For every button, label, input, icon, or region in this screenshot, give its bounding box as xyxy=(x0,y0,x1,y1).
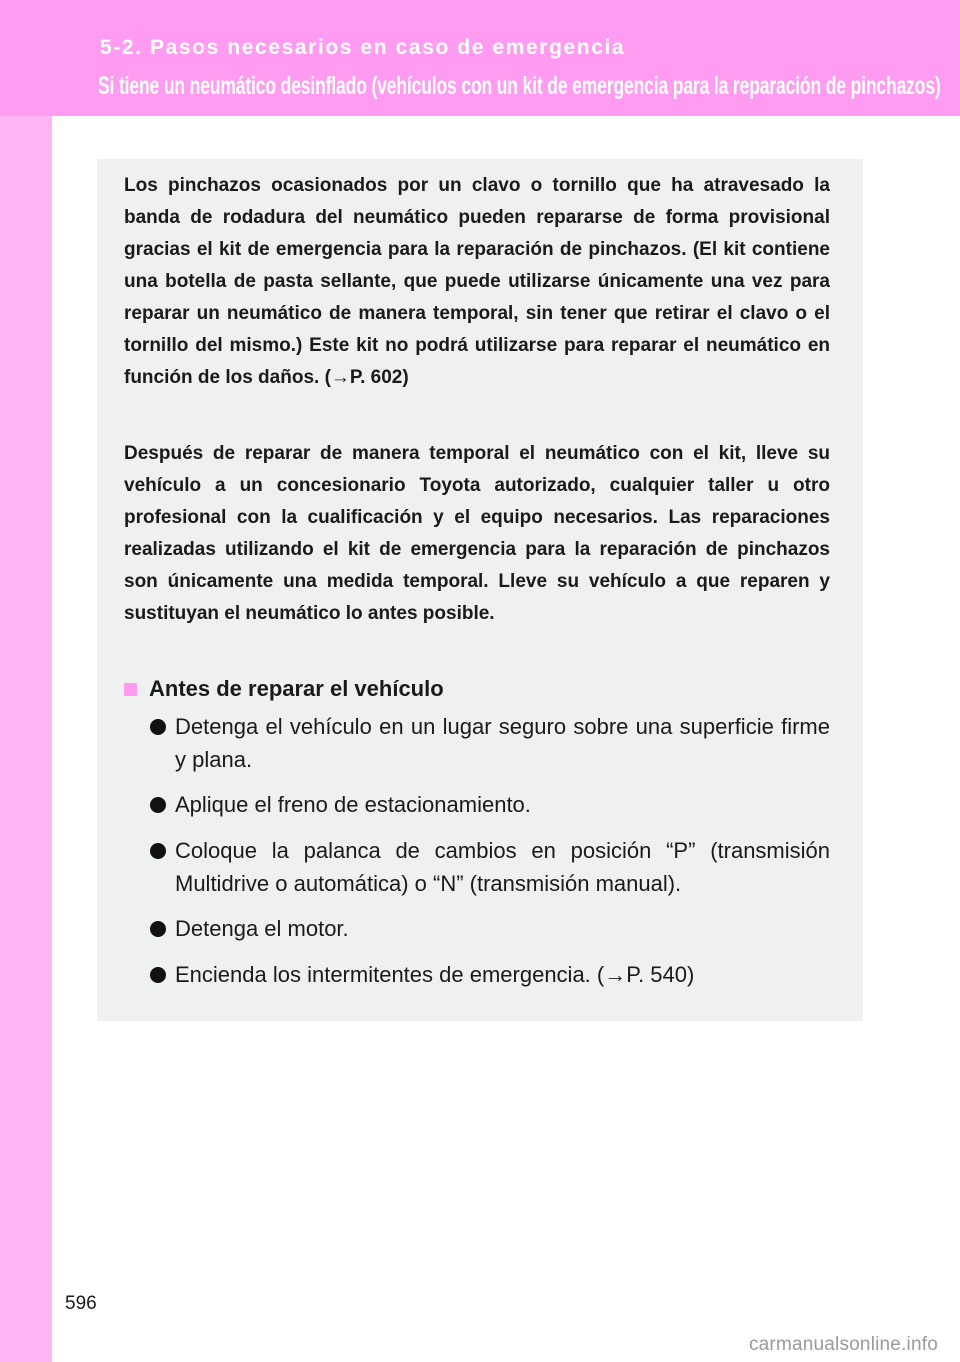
bullet-dot-icon xyxy=(150,967,166,983)
list-item xyxy=(150,834,830,900)
list-item-text: Detenga el vehículo en un lugar seguro sobre una superficie firme y plana. xyxy=(175,714,830,772)
list-item xyxy=(150,710,830,776)
intro-paragraph-1: Los pinchazos ocasionados por un clavo o tornillo que ha atravesado la banda de rodadura del neumático pueden repararse de forma provisional gracias el kit de emergencia para la reparación de pinchazos. (El kit contiene una botella de pasta sellante, que puede utilizarse únicamente una vez para reparar un neumático de manera temporal, sin tener que retirar el clavo o el tornillo del mismo.) Este kit no podrá utilizarse para reparar el neumático en función de los daños. (→P. 602) xyxy=(124,175,830,388)
list-item-text: Encienda los intermitentes de emergencia. (→P. 540) xyxy=(175,962,695,987)
list-item-text: Aplique el freno de estacionamiento. xyxy=(175,792,531,817)
list-item-text: Coloque la palanca de cambios en posición “P” (transmisión Multidrive o automática) o “N” (transmisión manual). xyxy=(175,838,830,896)
intro-paragraph-2: Después de reparar de manera temporal el neumático con el kit, lleve su vehículo a un concesionario Toyota autorizado, cualquier taller u otro profesional con la cualificación y el equipo necesarios. Las reparaciones realizadas utilizando el kit de emergencia para la reparación de pinchazos son únicamente una medida temporal. Lleve su vehículo a que reparen y sustituyan el neumático lo antes posible. xyxy=(124,443,830,624)
page-number: 596 xyxy=(65,1293,97,1314)
subsection-heading xyxy=(124,676,444,702)
bullet-dot-icon xyxy=(150,843,166,859)
square-bullet-icon xyxy=(124,683,137,696)
list-item-text: Detenga el motor. xyxy=(175,916,349,941)
watermark: carmanualsonline.info xyxy=(748,1334,938,1355)
bullet-dot-icon xyxy=(150,719,166,735)
subsection-heading-text: Antes de reparar el vehículo xyxy=(149,676,444,701)
header-band xyxy=(0,0,960,116)
section-title: 5-2. Pasos necesarios en caso de emergencia xyxy=(100,36,626,59)
bullet-dot-icon xyxy=(150,921,166,937)
list-item xyxy=(150,958,830,991)
list-item xyxy=(150,912,830,945)
list-item xyxy=(150,788,830,821)
bullet-dot-icon xyxy=(150,797,166,813)
page-subtitle: Si tiene un neumático desinflado (vehículos con un kit de emergencia para la reparación de pinchazos) xyxy=(98,72,941,100)
left-margin-strip xyxy=(0,116,52,1362)
